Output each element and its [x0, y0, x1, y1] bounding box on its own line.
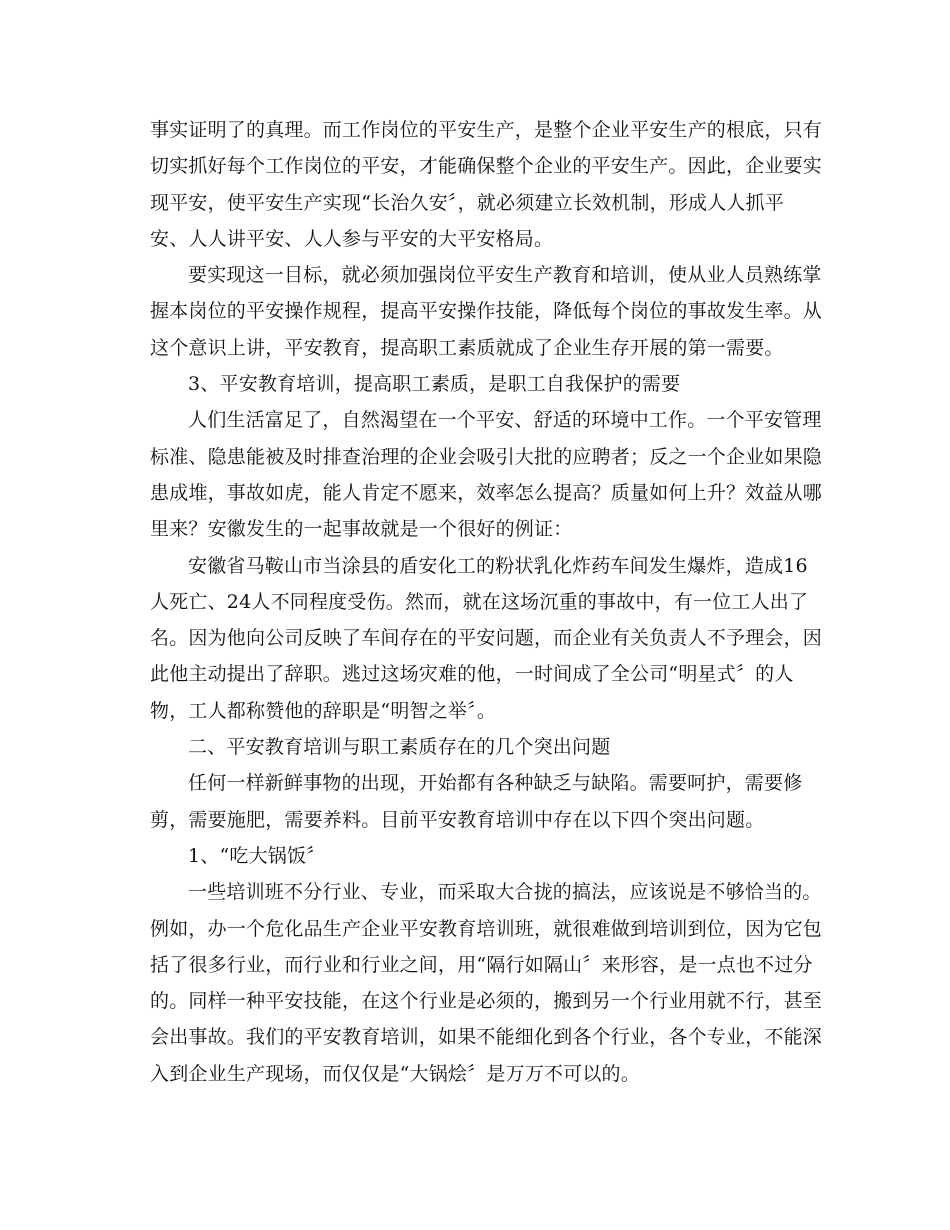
- text-line: 患成堆，事故如虎，能人肯定不愿来，效率怎么提高？质量如何上升？效益从哪: [150, 481, 823, 504]
- paragraph-start-line: 安徽省马鞍山市当涂县的盾安化工的粉状乳化炸药车间发生爆炸，造成16: [188, 554, 808, 577]
- text-line: 入到企业生产现场，而仅仅是“大锅烩〞是万万不可以的。: [150, 1062, 640, 1085]
- text-line: 切实抓好每个工作岗位的平安，才能确保整个企业的平安生产。因此，企业要实: [150, 155, 823, 178]
- text-line: 此他主动提出了辞职。逃过这场灾难的他，一时间成了全公司“明星式〞的人: [150, 663, 794, 686]
- text-line: 这个意识上讲，平安教育，提高职工素质就成了企业生存开展的第一需要。: [150, 336, 784, 359]
- text-line: 名。因为他向公司反映了车间存在的平安问题，而企业有关负责人不予理会，因: [150, 627, 823, 650]
- text-line: 握本岗位的平安操作规程，提高平安操作技能，降低每个岗位的事故发生率。从: [150, 300, 823, 323]
- section-heading: 二、平安教育培训与职工素质存在的几个突出问题: [188, 736, 611, 759]
- text-line: 人死亡、24人不同程度受伤。然而，就在这场沉重的事故中，有一位工人出了: [150, 590, 809, 613]
- text-line: 括了很多行业，而行业和行业之间，用“隔行如隔山〞来形容，是一点也不过分: [150, 953, 813, 976]
- paragraph-start-line: 一些培训班不分行业、专业，而采取大合拢的搞法，应该说是不够恰当的。: [188, 881, 822, 904]
- text-line: 标准、隐患能被及时排查治理的企业会吸引大批的应聘者；反之一个企业如果隐: [150, 445, 823, 468]
- text-line: 安、人人讲平安、人人参与平安的大平安格局。: [150, 227, 554, 250]
- document-body: [150, 112, 823, 1092]
- section-heading: 3、平安教育培训，提高职工素质，是职工自我保护的需要: [188, 373, 681, 396]
- text-line: 事实证明了的真理。而工作岗位的平安生产，是整个企业平安生产的根底，只有: [150, 119, 823, 141]
- text-line: 例如，办一个危化品生产企业平安教育培训班，就很难做到培训到位，因为它包: [150, 917, 823, 940]
- text-line: 里来？安徽发生的一起事故就是一个很好的例证：: [150, 518, 573, 541]
- text-line: 的。同样一种平安技能，在这个行业是必须的，搬到另一个行业用就不行，甚至: [150, 990, 823, 1013]
- paragraph-start-line: 任何一样新鲜事物的出现，开始都有各种缺乏与缺陷。需要呵护，需要修: [188, 772, 803, 795]
- paragraph-start-line: 要实现这一目标，就必须加强岗位平安生产教育和培训，使从业人员熟练掌: [188, 264, 822, 287]
- text-line: 会出事故。我们的平安教育培训，如果不能细化到各个行业，各个专业，不能深: [150, 1026, 823, 1049]
- text-line: 物，工人都称赞他的辞职是“明智之举〞。: [150, 699, 497, 722]
- paragraph-start-line: 人们生活富足了，自然渴望在一个平安、舒适的环境中工作。一个平安管理: [188, 409, 822, 432]
- section-heading: 1、“吃大锅饭〞: [188, 844, 326, 867]
- text-line: 现平安，使平安生产实现“长治久安〞，就必须建立长效机制，形成人人抓平: [150, 191, 785, 214]
- text-line: 剪，需要施肥，需要养料。目前平安教育培训中存在以下四个突出问题。: [150, 808, 765, 831]
